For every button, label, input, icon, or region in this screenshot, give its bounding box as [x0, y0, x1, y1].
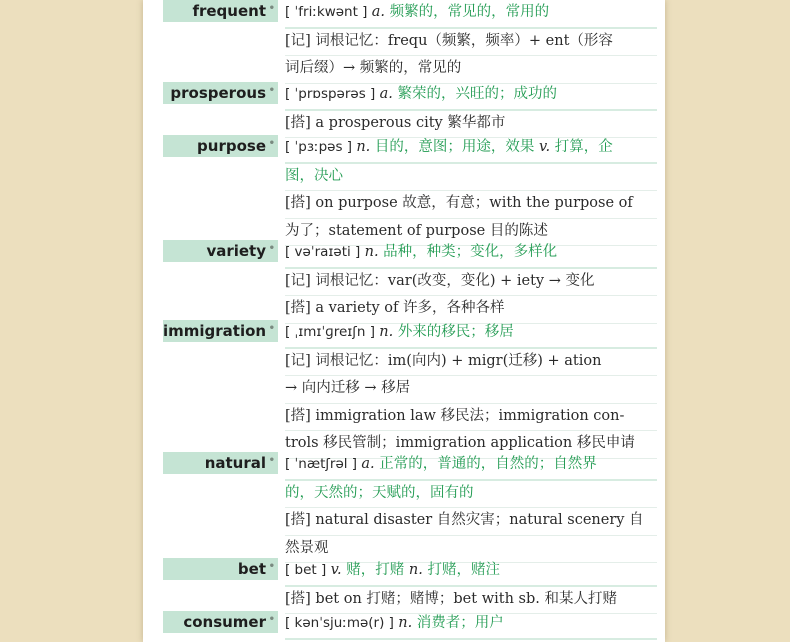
definition-line [285, 56, 657, 84]
definition-line [285, 508, 657, 536]
phonetic: [ ˈprɒspərəs ] [285, 86, 380, 102]
note-text: 然景观 [285, 539, 329, 556]
definition-line [285, 111, 657, 139]
part-of-speech: a. [379, 86, 398, 102]
definition-line [285, 164, 657, 192]
note-text: [搭] immigration law 移民法；immigration con- [285, 407, 625, 424]
headword-text: consumer [183, 613, 266, 631]
note-text: [记] 词根记忆：var(改变，变化) + iety → 变化 [285, 272, 595, 289]
pronunciation-line [285, 320, 657, 349]
phonetic: [ bet ] [285, 562, 331, 578]
phonetic: [ kənˈsjuːmə(r) ] [285, 615, 399, 631]
pronunciation-line [285, 0, 657, 29]
note-text: [搭] natural disaster 自然灾害；natural scenery 自 [285, 512, 644, 528]
star-icon: • [268, 455, 275, 466]
part-of-speech: v. [534, 139, 555, 155]
meaning: 打赌，赌注 [427, 562, 500, 578]
star-icon: • [268, 243, 275, 254]
headword [163, 558, 278, 580]
headword [163, 0, 278, 22]
definition-line [285, 191, 657, 219]
headword-text: bet [237, 560, 266, 578]
definition-block [285, 452, 657, 563]
definition-block [285, 558, 657, 614]
definition-block [285, 320, 657, 459]
part-of-speech: n. [379, 324, 398, 340]
headword [163, 320, 278, 342]
phonetic: [ ˈfriːkwənt ] [285, 4, 372, 20]
pronunciation-line [285, 240, 657, 269]
meaning: 繁荣的，兴旺的；成功的 [397, 86, 557, 102]
meaning: 品种，种类；变化，多样化 [383, 244, 558, 260]
part-of-speech: n. [404, 562, 428, 578]
meaning-continued: 的，天然的；天赋的，固有的 [285, 484, 474, 501]
pronunciation-line [285, 82, 657, 111]
pronunciation-line [285, 611, 657, 640]
definition-line [285, 404, 657, 432]
headword [163, 611, 278, 633]
definition-block [285, 240, 657, 324]
definition-block [285, 135, 657, 246]
pronunciation-line [285, 558, 657, 587]
definition-block [285, 82, 657, 138]
headword-text: prosperous [170, 84, 266, 102]
note-text: → 向内迁移 → 移居 [285, 380, 411, 396]
star-icon: • [268, 3, 275, 14]
headword-text: variety [206, 242, 266, 260]
phonetic: [ vəˈraɪəti ] [285, 244, 365, 260]
meaning: 频繁的，常见的，常用的 [389, 4, 550, 20]
note-text: trols 移民管制；immigration application 移民申请 [285, 435, 635, 451]
definition-block [285, 611, 657, 640]
meaning-continued: 图，决心 [285, 167, 343, 184]
note-text: 词后缀）→ 频繁的，常见的 [285, 60, 462, 76]
meaning: 打算，企 [554, 139, 613, 155]
phonetic: [ ˈpɜːpəs ] [285, 139, 357, 155]
part-of-speech: n. [356, 139, 375, 155]
meaning: 外来的移民；移居 [397, 324, 514, 340]
phonetic: [ ˌɪmɪˈɡreɪʃn ] [285, 324, 380, 340]
headword-text: natural [204, 454, 266, 472]
part-of-speech: n. [364, 244, 384, 260]
star-icon: • [268, 561, 275, 572]
note-text: [记] 词根记忆：frequ（频繁，频率）+ ent（形容 [285, 32, 613, 49]
definition-block [285, 0, 657, 84]
meaning: 赌，打赌 [346, 562, 405, 578]
headword-text: immigration [163, 322, 267, 340]
star-icon: • [268, 138, 275, 149]
definition-line [285, 481, 657, 509]
note-text: [记] 词根记忆：im(向内) + migr(迁移) + ation [285, 352, 602, 369]
definition-line [285, 349, 657, 377]
note-text: 为了；statement of purpose 目的陈述 [285, 222, 548, 239]
dictionary-page [143, 0, 665, 642]
meaning: 消费者；用户 [416, 615, 504, 631]
meaning: 正常的，普通的，自然的；自然界 [379, 456, 597, 472]
definition-line [285, 29, 657, 57]
definition-line [285, 376, 657, 404]
star-icon: • [268, 614, 275, 625]
note-text: [搭] a variety of 许多，各种各样 [285, 300, 505, 316]
part-of-speech: v. [330, 562, 347, 578]
meaning: 目的，意图；用途，效果 [374, 139, 535, 155]
pronunciation-line [285, 135, 657, 164]
phonetic: [ ˈnætʃrəl ] [285, 456, 362, 472]
star-icon: • [268, 323, 275, 334]
pronunciation-line [285, 452, 657, 481]
note-text: [搭] on purpose 故意，有意；with the purpose of [285, 195, 633, 211]
headword-text: purpose [197, 137, 266, 155]
definition-line [285, 587, 657, 615]
part-of-speech: n. [398, 615, 417, 631]
headword [163, 452, 278, 474]
headword-text: frequent [192, 2, 266, 20]
note-text: [搭] a prosperous city 繁华都市 [285, 114, 506, 131]
headword [163, 135, 278, 157]
part-of-speech: a. [361, 456, 380, 472]
part-of-speech: a. [371, 4, 390, 20]
headword [163, 82, 278, 104]
note-text: [搭] bet on 打赌；赌博；bet with sb. 和某人打赌 [285, 590, 617, 607]
star-icon: • [268, 85, 275, 96]
definition-line [285, 269, 657, 297]
headword [163, 240, 278, 262]
